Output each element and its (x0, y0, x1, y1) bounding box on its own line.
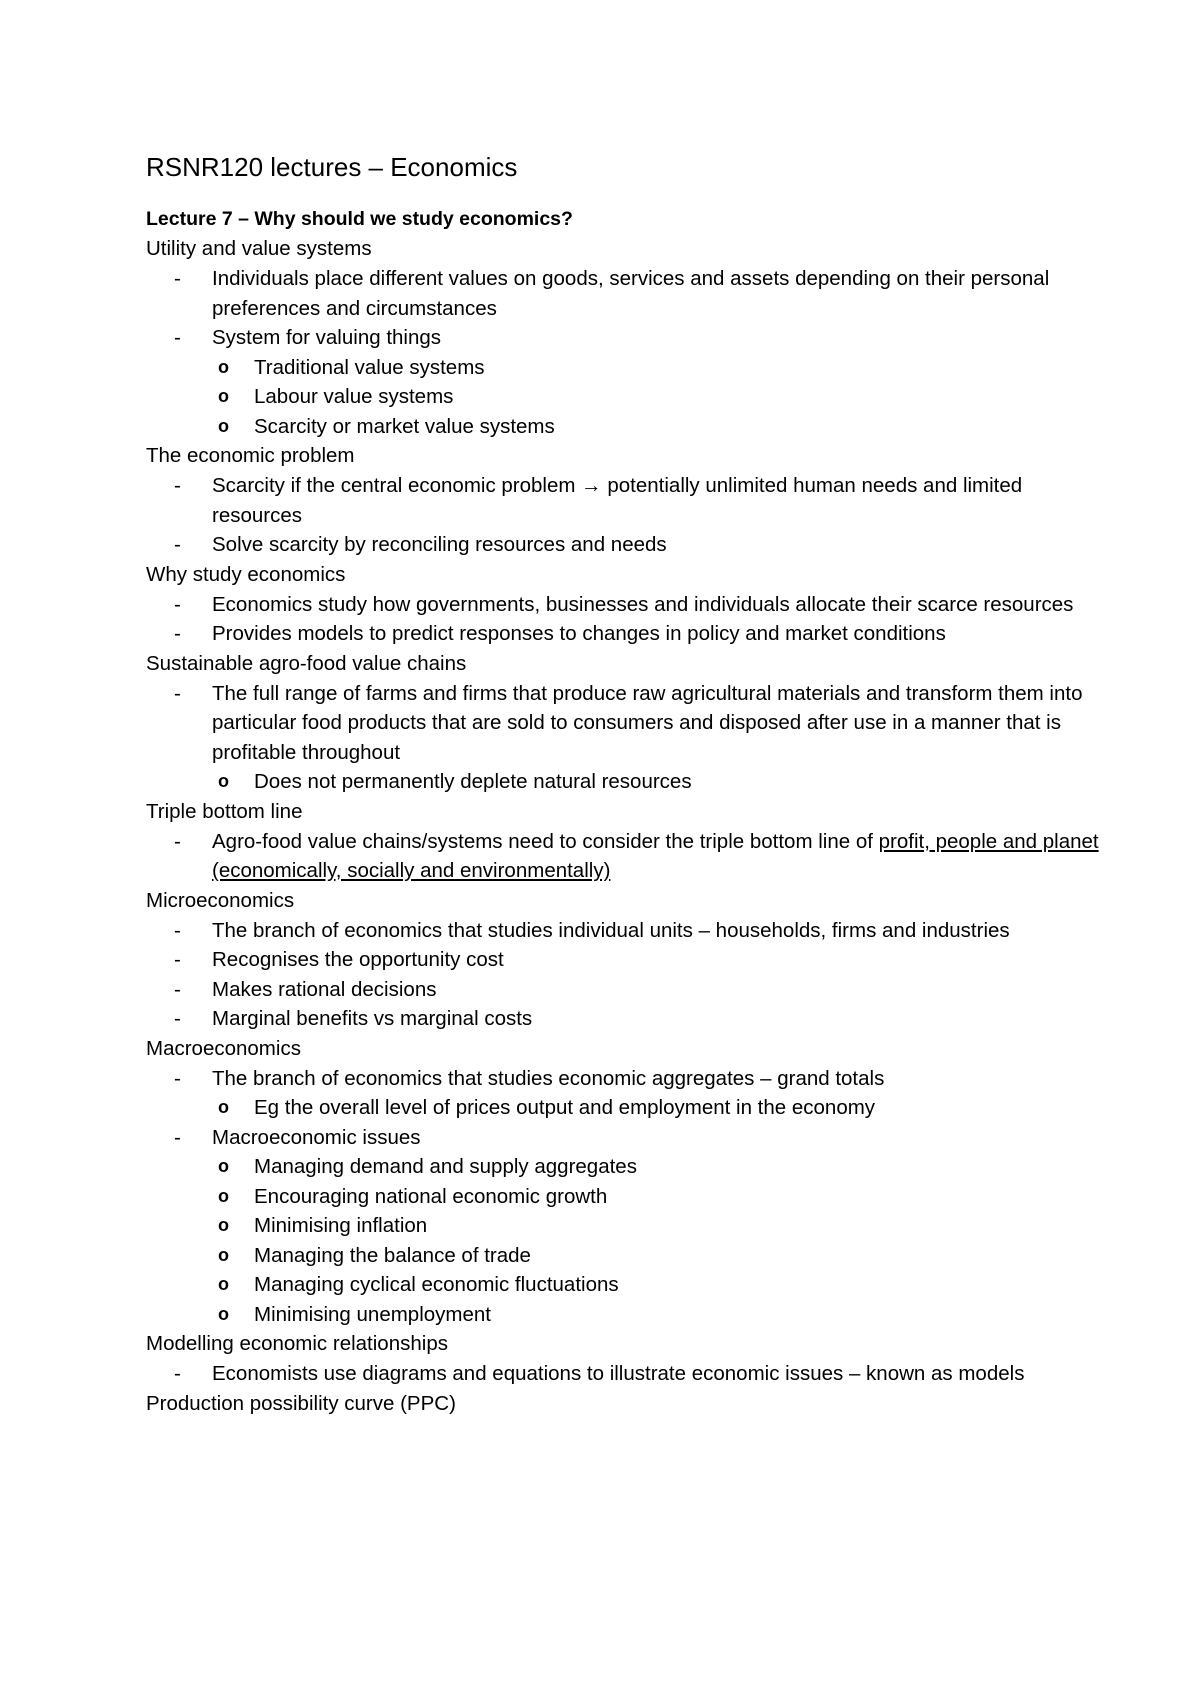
dash-bullet: - (174, 1125, 181, 1149)
sub-list-item: o Minimising inflation (146, 1211, 1106, 1241)
list-item: - The branch of economics that studies individual units – households, firms and industries (146, 916, 1106, 946)
page-title: RSNR120 lectures – Economics (146, 152, 518, 182)
dash-bullet: - (174, 1007, 181, 1030)
dash-bullet: - (174, 592, 181, 616)
sub-list-item: o Labour value systems (146, 382, 1106, 412)
circle-bullet: o (218, 1097, 229, 1117)
dash-bullet: - (174, 1362, 181, 1385)
sub-list-item: o Managing the balance of trade (146, 1241, 1106, 1271)
list-item: - The full range of farms and firms that produce raw agricultural materials and transform them into particular food products that are sold to consumers and disposed after use in a manner that is profitable throughout (146, 679, 1106, 768)
dash-bullet: - (174, 533, 181, 556)
circle-bullet: o (218, 1185, 229, 1206)
circle-bullet: o (218, 415, 229, 436)
list-item: - Individuals place different values on goods, services and assets depending on their personal preferences and circumstances (146, 264, 1106, 323)
section-heading-modelling: Modelling economic relationships (146, 1332, 448, 1355)
section-heading-utility: Utility and value systems (146, 237, 372, 260)
dash-bullet: - (174, 948, 181, 971)
section-heading-why: Why study economics (146, 562, 346, 586)
circle-bullet: o (218, 1215, 229, 1235)
list-item: - Provides models to predict responses to changes in policy and market conditions (146, 619, 1106, 649)
circle-bullet: o (218, 1156, 229, 1176)
sub-list-item: o Encouraging national economic growth (146, 1182, 1106, 1212)
sub-list-item: o Managing cyclical economic fluctuations (146, 1270, 1106, 1300)
list-item: - The branch of economics that studies economic aggregates – grand totals (146, 1064, 1106, 1094)
sub-list-item: o Scarcity or market value systems (146, 412, 1106, 442)
dash-bullet: - (174, 918, 181, 942)
list-item: - Economists use diagrams and equations to illustrate economic issues – known as models (146, 1359, 1106, 1389)
dash-bullet: - (174, 267, 181, 290)
section-heading-agro: Sustainable agro-food value chains (146, 651, 467, 675)
dash-bullet: - (174, 829, 181, 853)
section-heading-micro: Microeconomics (146, 888, 295, 912)
list-item: - Scarcity if the central economic problem → potentially unlimited human needs and limited resources (146, 471, 1106, 530)
dash-bullet: - (174, 326, 181, 349)
list-item: - Makes rational decisions (146, 975, 1106, 1005)
circle-bullet: o (218, 356, 229, 377)
section-heading-macro: Macroeconomics (146, 1036, 301, 1060)
sub-list-item: o Traditional value systems (146, 353, 1106, 383)
section-heading-triple: Triple bottom line (146, 799, 303, 823)
dash-bullet: - (174, 474, 181, 497)
dash-bullet: - (174, 977, 181, 1001)
sub-list-item: o Eg the overall level of prices output and employment in the economy (146, 1093, 1106, 1123)
list-item: - Agro-food value chains/systems need to consider the triple bottom line of profit, people and planet (economically, socially and environmentally) (146, 827, 1106, 886)
list-item: - Economics study how governments, businesses and individuals allocate their scarce resources (146, 590, 1106, 620)
section-heading-ppc: Production possibility curve (PPC) (146, 1391, 456, 1415)
circle-bullet: o (218, 1303, 229, 1324)
list-item: - Recognises the opportunity cost (146, 945, 1106, 975)
list-item: - System for valuing things (146, 323, 1106, 353)
sub-list-item: o Does not permanently deplete natural resources (146, 767, 1106, 797)
document-body (146, 150, 1106, 1419)
sub-list-item: o Managing demand and supply aggregates (146, 1152, 1106, 1182)
dash-bullet: - (174, 622, 181, 645)
list-item: - Solve scarcity by reconciling resources and needs (146, 530, 1106, 560)
circle-bullet: o (218, 1274, 229, 1294)
underlined-text: profit, people and planet (economically, socially and environmentally) (212, 829, 1099, 882)
section-heading-problem: The economic problem (146, 444, 355, 467)
circle-bullet: o (218, 386, 229, 406)
lecture-heading: Lecture 7 – Why should we study economics? (146, 208, 573, 230)
circle-bullet: o (218, 771, 229, 791)
dash-bullet: - (174, 681, 181, 705)
list-item: - Macroeconomic issues (146, 1123, 1106, 1153)
sub-list-item: o Minimising unemployment (146, 1300, 1106, 1330)
list-item: - Marginal benefits vs marginal costs (146, 1004, 1106, 1034)
arrow-icon: → (581, 474, 602, 497)
circle-bullet: o (218, 1244, 229, 1265)
dash-bullet: - (174, 1066, 181, 1090)
